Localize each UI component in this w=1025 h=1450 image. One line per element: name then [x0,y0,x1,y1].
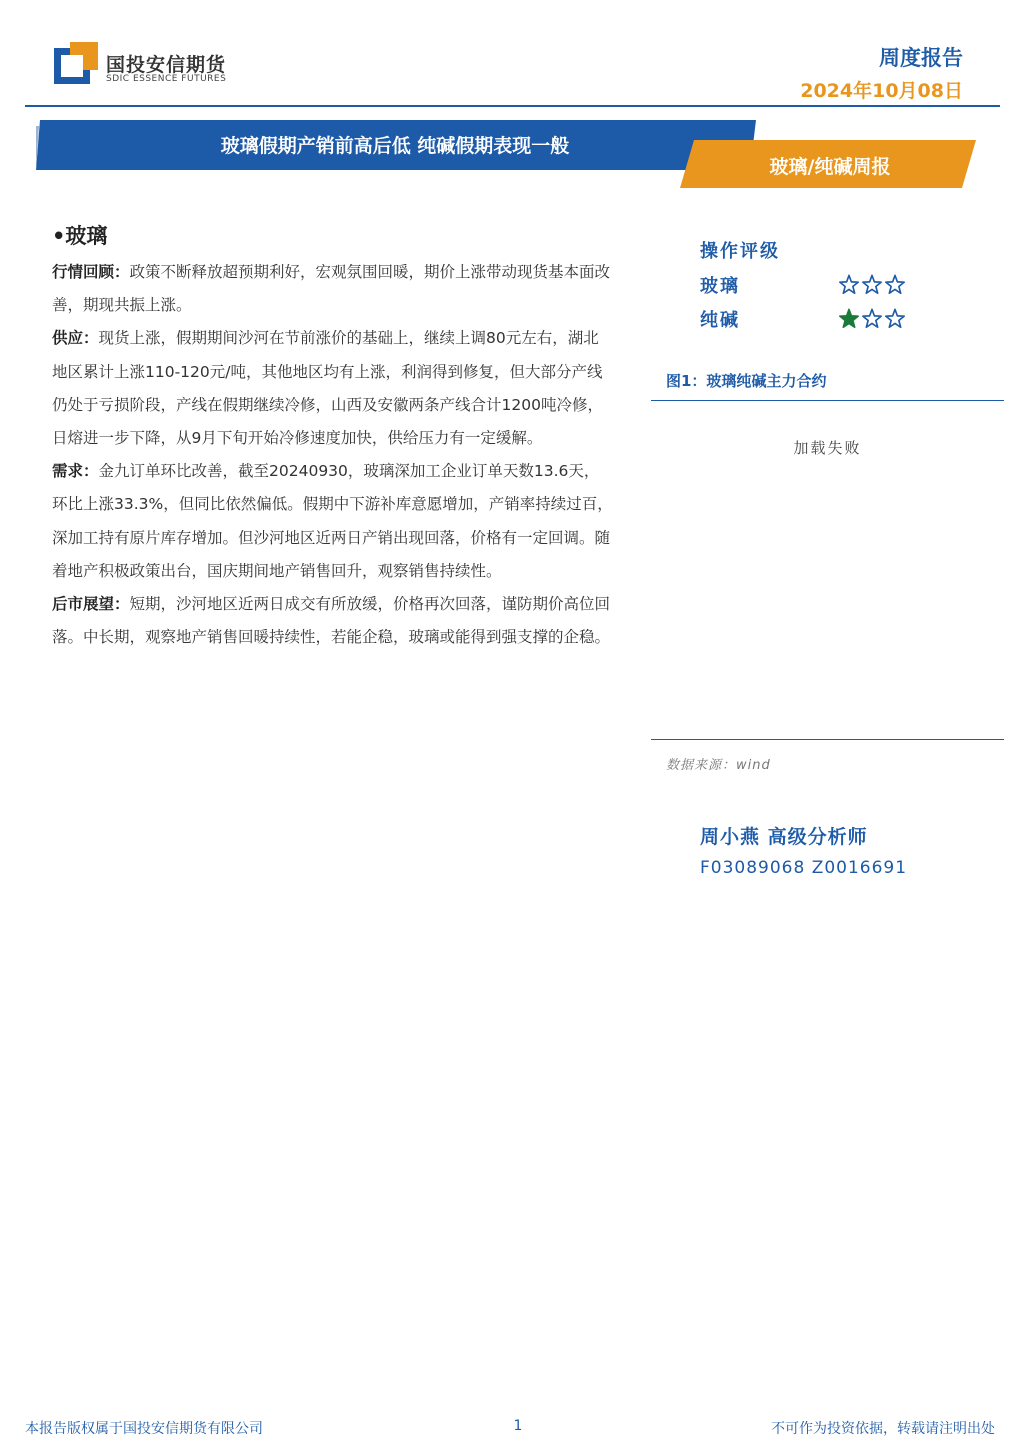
rating-row-glass [700,272,910,300]
paragraph-lead: 需求： [52,462,99,481]
rating-title: 操作评级 [700,241,780,262]
paragraph-supply [52,322,614,455]
company-logo-icon [54,42,98,84]
star-rating [838,274,906,296]
star-outline-icon [861,308,883,330]
section-title: •玻璃 [52,224,108,248]
analysis-body [52,256,614,654]
company-name: 国投安信期货 [106,54,227,76]
paragraph-text: 短期，沙河地区近两日成交有所放缓，价格再次回落，谨防期价高位回落。中长期，观察地产销售回暖持续性，若能企稳，玻璃或能得到强支撑的企稳。 [52,595,611,647]
category-tag: 玻璃/纯碱周报 [769,156,891,178]
footer-disclaimer: 不可作为投资依据，转载请注明出处 [771,1421,995,1437]
star-filled-icon [838,308,860,330]
analyst-name: 周小燕 高级分析师 [700,826,868,848]
star-outline-icon [838,274,860,296]
star-outline-icon [861,274,883,296]
paragraph-text: 政策不断释放超预期利好，宏观氛围回暖，期价上涨带动现货基本面改善，期现共振上涨。 [52,263,611,315]
rating-product-name: 玻璃 [700,276,740,297]
paragraph-market-review [52,256,614,322]
rating-row-soda-ash [700,306,910,334]
paragraph-demand [52,455,614,588]
report-type: 周度报告 [879,46,963,70]
report-headline: 玻璃假期产销前高后低 纯碱假期表现一般 [220,135,570,157]
company-name-en: SDIC ESSENCE FUTURES [106,74,227,84]
rating-product-name: 纯碱 [700,310,740,331]
figure-top-rule [651,400,1004,401]
figure-title: 图1：玻璃纯碱主力合约 [666,372,827,390]
footer-copyright: 本报告版权属于国投安信期货有限公司 [25,1421,263,1437]
header-divider [25,105,1000,107]
figure-load-failed-text: 加载失败 [793,439,862,457]
figure-source: 数据来源：wind [666,758,771,773]
paragraph-lead: 后市展望： [52,595,130,614]
analyst-license-ids: F03089068 Z0016691 [700,858,908,878]
star-rating [838,308,906,330]
page-number: 1 [513,1418,523,1434]
paragraph-text: 金九订单环比改善，截至20240930，玻璃深加工企业订单天数13.6天，环比上涨33.3%，但同比依然偏低。假期中下游补库意愿增加，产销率持续过百，深加工持有原片库存增加。但沙河地区近两日产销出现回落，价格有一定回调。随着地产积极政策出台，国庆期间地产销售回升，观察销售持续性。 [52,462,613,580]
figure-bottom-rule [651,739,1004,740]
paragraph-text: 现货上涨，假期期间沙河在节前涨价的基础上，继续上调80元左右，湖北地区累计上涨110-120元/吨，其他地区均有上涨，利润得到修复，但大部分产线仍处于亏损阶段，产线在假期继续冷修，山西及安徽两条产线合计1200吨冷修，日熔进一步下降，从9月下旬开始冷修速度加快，供给压力有一定缓解。 [52,329,603,448]
star-outline-icon [884,274,906,296]
report-date: 2024年10月08日 [800,80,963,102]
star-outline-icon [884,308,906,330]
paragraph-outlook [52,588,614,654]
paragraph-lead: 行情回顾： [52,263,130,281]
paragraph-lead: 供应： [52,329,99,348]
